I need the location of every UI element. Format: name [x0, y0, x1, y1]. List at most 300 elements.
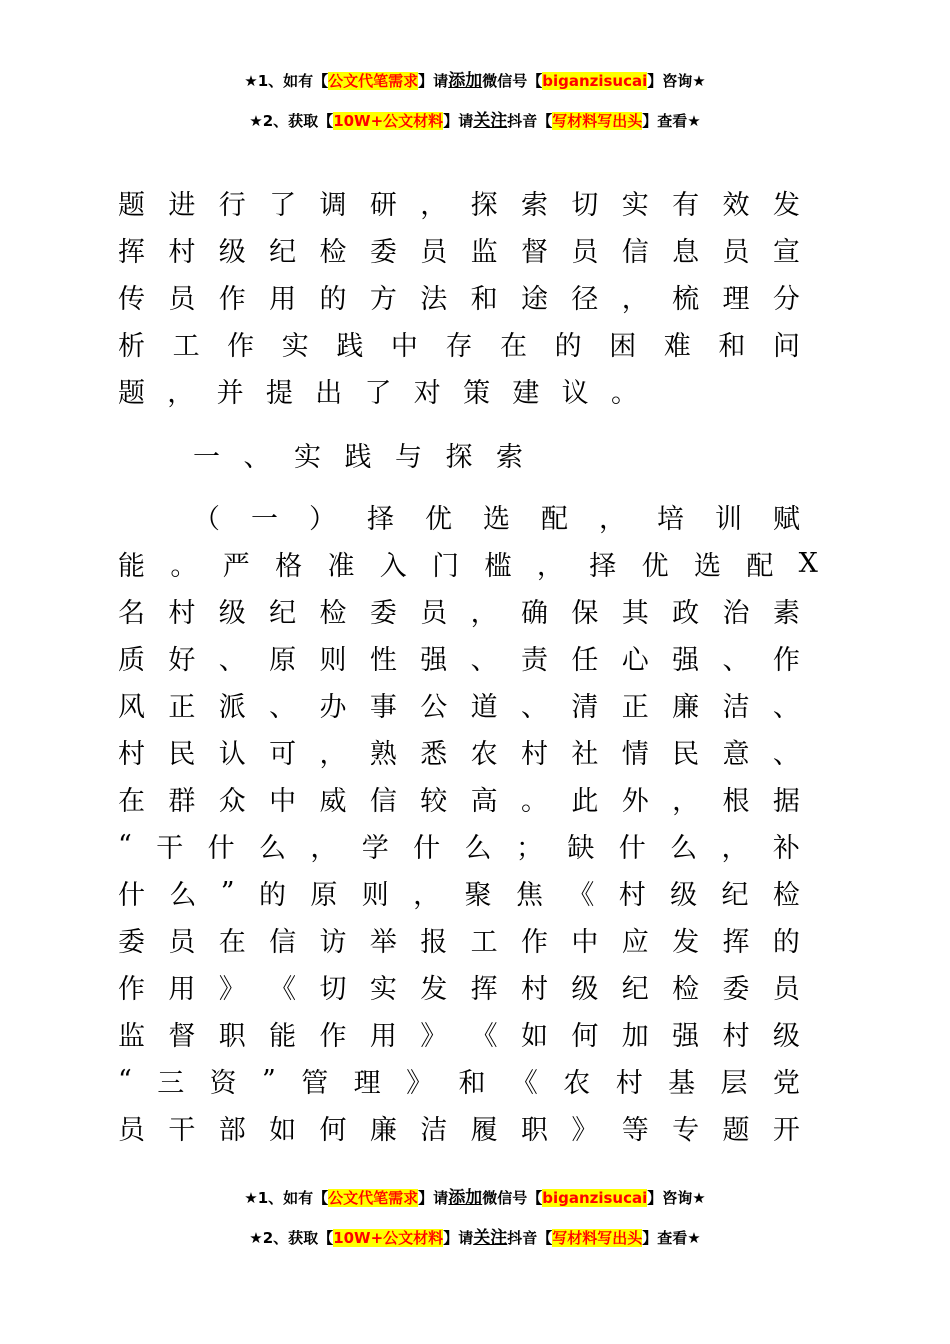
body-char: 心: [621, 645, 649, 676]
body-char: 级: [218, 598, 246, 629]
body-char: 信: [621, 237, 649, 268]
body-char: 、: [772, 692, 800, 723]
body-char: 径: [571, 284, 599, 315]
body-char: 民: [672, 739, 700, 770]
body-char: 什: [413, 833, 441, 864]
body-char: 如: [269, 1115, 297, 1146]
notice-text: 】请: [418, 72, 449, 90]
body-char: 村: [118, 739, 145, 770]
body-char: 则: [361, 880, 389, 911]
body-char: 任: [571, 645, 599, 676]
body-char: 基: [668, 1068, 696, 1099]
body-char: 廉: [672, 692, 700, 723]
body-char: 题: [722, 1115, 750, 1146]
body-char: ，: [672, 786, 700, 817]
body-char: 《: [470, 1021, 498, 1052]
body-char: 委: [369, 237, 397, 268]
body-char: 干: [156, 833, 184, 864]
body-char: 用: [269, 284, 297, 315]
body-char: 原: [269, 645, 297, 676]
body-char: 检: [772, 880, 800, 911]
body-char: 民: [168, 739, 196, 770]
body-char: 层: [720, 1068, 748, 1099]
body-char: 用: [168, 974, 196, 1005]
body-char: 检: [319, 237, 347, 268]
body-char: 严: [222, 551, 250, 582]
body-char: 索: [521, 190, 548, 221]
body-char: 员: [118, 1115, 145, 1146]
body-char: 补: [772, 833, 800, 864]
body-char: 应: [621, 927, 649, 958]
body-char: 履: [470, 1115, 498, 1146]
notice-text: ★1、如有【: [244, 72, 329, 90]
body-char: 切: [319, 974, 347, 1005]
body-char: 槛: [484, 551, 512, 582]
body-char: 选: [483, 504, 510, 535]
body-line: [118, 963, 800, 1010]
body-char: 么: [258, 833, 286, 864]
body-char: 其: [621, 598, 649, 629]
body-char: 实: [369, 974, 397, 1005]
notice-text: ★2、获取【: [249, 112, 334, 130]
body-line: [118, 728, 800, 775]
body-char: 强: [420, 645, 448, 676]
notice-text: ★2、获取【: [249, 1229, 334, 1247]
body-char: 《: [510, 1068, 538, 1099]
body-char: 实: [621, 190, 649, 221]
body-char: 存: [445, 331, 473, 362]
body-char: X: [798, 548, 818, 579]
body-char: 能: [269, 1021, 297, 1052]
body-char: 举: [369, 927, 397, 958]
highlight-text: 公文代笔需求: [328, 1189, 419, 1207]
body-char: ，: [470, 598, 498, 629]
notice-text: 】咨询★: [647, 72, 706, 90]
body-char: 和: [718, 331, 746, 362]
body-char: 村: [615, 1068, 643, 1099]
notice-text: 微信号【: [482, 72, 543, 90]
body-char: 检: [319, 598, 347, 629]
body-char: 报: [420, 927, 448, 958]
body-line: [118, 273, 800, 320]
body-char: 职: [218, 1021, 246, 1052]
body-char: 素: [772, 598, 800, 629]
body-char: 何: [571, 1021, 599, 1052]
body-char: 加: [621, 1021, 649, 1052]
body-char: 级: [670, 880, 698, 911]
body-char: 情: [621, 739, 649, 770]
body-char: 员: [168, 927, 196, 958]
body-char: 的: [554, 331, 582, 362]
body-char: ，: [413, 880, 441, 911]
body-char: 员: [772, 974, 800, 1005]
notice-text: 】请: [418, 1189, 449, 1207]
body-char: 配: [541, 504, 568, 535]
body-char: 和: [470, 284, 498, 315]
body-char: 作: [772, 645, 800, 676]
body-char: 、: [772, 739, 800, 770]
body-char: ，: [536, 551, 564, 582]
body-char: 问: [772, 331, 800, 362]
body-char: 并: [216, 378, 244, 409]
body-char: 员: [168, 284, 196, 315]
body-char: 熟: [369, 739, 397, 770]
body-char: 威: [319, 786, 347, 817]
notice-text: 】查看★: [642, 112, 701, 130]
notice-text: 】请: [443, 1229, 474, 1247]
body-char: 对: [413, 378, 441, 409]
body-char: 级: [571, 974, 599, 1005]
body-char: 探: [445, 442, 473, 473]
body-char: 三: [157, 1068, 185, 1099]
body-char: 纪: [269, 237, 297, 268]
body-char: 和: [458, 1068, 486, 1099]
body-char: 访: [319, 927, 347, 958]
body-char: ，: [167, 378, 195, 409]
body-char: 题: [118, 378, 145, 409]
body-char: 、: [722, 645, 750, 676]
body-char: 信: [369, 786, 397, 817]
body-char: 研: [369, 190, 397, 221]
body-char: 。: [521, 786, 548, 817]
body-char: 党: [772, 1068, 800, 1099]
body-char: 中: [390, 331, 418, 362]
body-char: 强: [672, 1021, 700, 1052]
body-char: 原: [310, 880, 338, 911]
body-char: 一: [193, 442, 220, 473]
header-notice-2: [0, 110, 950, 132]
body-char: 治: [722, 598, 750, 629]
body-char: 挥: [470, 974, 498, 1005]
body-char: 挥: [722, 927, 750, 958]
body-line: [118, 869, 800, 916]
body-char: 挥: [118, 237, 145, 268]
body-char: 梳: [672, 284, 700, 315]
body-char: 能: [118, 551, 145, 582]
body-char: 群: [168, 786, 196, 817]
body-char: 培: [657, 504, 684, 535]
body-char: 策: [463, 378, 491, 409]
notice-text: 微信号【: [482, 1189, 543, 1207]
body-char: ，: [420, 190, 448, 221]
body-char: 实: [281, 331, 309, 362]
body-char: 议: [561, 378, 589, 409]
body-char: 在: [118, 786, 145, 817]
body-char: 建: [512, 378, 540, 409]
body-line: [118, 916, 800, 963]
body-char: 员: [420, 237, 448, 268]
body-char: 作: [218, 284, 246, 315]
body-char: ，: [621, 284, 649, 315]
underlined-text: 添加: [448, 71, 483, 91]
body-char: 训: [715, 504, 742, 535]
notice-text: 】请: [443, 112, 474, 130]
body-char: 督: [521, 237, 548, 268]
subsection-heading: [193, 493, 800, 540]
highlight-text: 公文代笔需求: [328, 72, 419, 90]
body-char: 索: [496, 442, 523, 473]
body-char: 委: [369, 598, 397, 629]
body-char: 意: [722, 739, 750, 770]
body-char: 名: [118, 598, 145, 629]
body-char: ，: [721, 833, 749, 864]
body-line: [118, 587, 800, 634]
body-char: 难: [663, 331, 691, 362]
body-char: “: [118, 830, 132, 861]
body-char: 什: [118, 880, 145, 911]
body-char: 么: [464, 833, 492, 864]
body-char: 正: [621, 692, 649, 723]
body-char: 此: [571, 786, 599, 817]
body-char: 》: [406, 1068, 434, 1099]
body-char: 好: [168, 645, 196, 676]
body-char: 途: [521, 284, 548, 315]
body-char: 门: [432, 551, 460, 582]
body-char: 用: [369, 1021, 397, 1052]
body-char: 行: [218, 190, 246, 221]
body-char: 赋: [773, 504, 800, 535]
body-char: 、: [521, 692, 548, 723]
body-char: 级: [772, 1021, 800, 1052]
body-char: 一: [251, 504, 278, 535]
body-char: 洁: [722, 692, 750, 723]
body-char: ，: [319, 739, 347, 770]
body-char: 悉: [420, 739, 448, 770]
body-char: 干: [168, 1115, 196, 1146]
body-char: 缺: [567, 833, 595, 864]
body-char: 选: [693, 551, 721, 582]
body-line: [118, 1057, 800, 1104]
body-char: 理: [722, 284, 750, 315]
body-char: 。: [170, 551, 198, 582]
body-char: 作: [227, 331, 255, 362]
body-char: 在: [218, 927, 246, 958]
body-line: [118, 226, 800, 273]
body-char: 派: [218, 692, 246, 723]
body-char: 委: [118, 927, 145, 958]
body-char: 管: [301, 1068, 329, 1099]
body-char: 切: [571, 190, 599, 221]
body-char: 工: [172, 331, 200, 362]
highlight-text: biganzisucai: [542, 1189, 648, 1207]
body-line: [118, 367, 638, 414]
body-char: 息: [672, 237, 700, 268]
body-line: [118, 681, 800, 728]
body-char: 发: [420, 974, 448, 1005]
body-char: 什: [207, 833, 235, 864]
body-char: 督: [168, 1021, 196, 1052]
body-char: 风: [118, 692, 145, 723]
body-char: 进: [168, 190, 196, 221]
body-char: 》: [420, 1021, 448, 1052]
footer-notice-2: [0, 1227, 950, 1249]
body-char: 较: [420, 786, 448, 817]
body-char: 发: [672, 927, 700, 958]
body-char: 员: [420, 598, 448, 629]
body-char: 了: [269, 190, 297, 221]
body-line: [118, 634, 800, 681]
body-char: 《: [269, 974, 297, 1005]
body-char: 政: [672, 598, 700, 629]
body-char: 》: [571, 1115, 599, 1146]
body-char: 析: [118, 331, 145, 362]
body-char: 与: [395, 442, 422, 473]
body-char: 员: [571, 237, 599, 268]
highlight-text: 10W+公文材料: [333, 112, 444, 130]
body-char: 焦: [515, 880, 543, 911]
section-heading: [193, 431, 523, 478]
body-char: 办: [319, 692, 347, 723]
body-char: 开: [772, 1115, 800, 1146]
body-char: 员: [722, 237, 750, 268]
body-char: 中: [269, 786, 297, 817]
header-notice-1: [0, 70, 950, 92]
body-char: 部: [218, 1115, 246, 1146]
body-char: 确: [521, 598, 548, 629]
body-char: 聚: [464, 880, 492, 911]
body-line: [118, 775, 800, 822]
body-char: ”: [220, 877, 235, 908]
body-char: 道: [470, 692, 498, 723]
body-char: 村: [722, 1021, 750, 1052]
highlight-text: 写材料写出头: [552, 1229, 643, 1247]
body-char: 、: [218, 645, 246, 676]
body-char: 则: [319, 645, 347, 676]
body-char: 高: [470, 786, 498, 817]
body-char: 么: [169, 880, 197, 911]
body-char: 入: [379, 551, 407, 582]
body-char: 纪: [621, 974, 649, 1005]
body-char: 有: [672, 190, 700, 221]
body-char: 廉: [369, 1115, 397, 1146]
body-char: ；: [515, 833, 543, 864]
body-char: 择: [367, 504, 394, 535]
body-char: 村: [521, 974, 548, 1005]
body-char: 。: [610, 378, 638, 409]
body-char: 、: [243, 442, 271, 473]
body-char: 检: [672, 974, 700, 1005]
body-char: 的: [319, 284, 347, 315]
body-char: 么: [670, 833, 698, 864]
notice-text: 抖音【: [507, 1229, 553, 1247]
underlined-text: 关注: [473, 1228, 508, 1248]
body-char: 何: [319, 1115, 347, 1146]
highlight-text: 10W+公文材料: [333, 1229, 444, 1247]
body-char: 困: [609, 331, 637, 362]
body-line: [118, 320, 800, 367]
body-char: 作: [118, 974, 145, 1005]
body-char: 资: [209, 1068, 237, 1099]
body-char: 、: [269, 692, 297, 723]
underlined-text: 关注: [473, 111, 508, 131]
body-char: 村: [618, 880, 646, 911]
body-char: 学: [361, 833, 389, 864]
body-line: [118, 540, 818, 587]
body-char: 据: [772, 786, 800, 817]
body-char: 出: [315, 378, 343, 409]
body-char: 方: [369, 284, 397, 315]
body-char: 探: [470, 190, 498, 221]
body-char: 效: [722, 190, 750, 221]
body-char: 调: [319, 190, 347, 221]
body-char: 级: [218, 237, 246, 268]
highlight-text: biganzisucai: [542, 72, 648, 90]
body-char: 外: [621, 786, 649, 817]
body-char: 优: [425, 504, 452, 535]
body-char: ）: [309, 504, 336, 535]
body-line: [118, 1010, 800, 1057]
body-char: 理: [353, 1068, 381, 1099]
body-char: 村: [521, 739, 548, 770]
notice-text: ★1、如有【: [244, 1189, 329, 1207]
body-char: 保: [571, 598, 599, 629]
body-char: 认: [218, 739, 246, 770]
body-char: 农: [470, 739, 498, 770]
body-char: 强: [672, 645, 700, 676]
body-char: 准: [327, 551, 355, 582]
body-char: 根: [722, 786, 750, 817]
body-char: 什: [618, 833, 646, 864]
notice-text: 】咨询★: [647, 1189, 706, 1207]
body-char: 社: [571, 739, 599, 770]
body-char: 工: [470, 927, 498, 958]
body-char: 正: [168, 692, 196, 723]
footer-notice-1: [0, 1187, 950, 1209]
body-char: 了: [364, 378, 392, 409]
body-char: 专: [672, 1115, 700, 1146]
body-char: 《: [567, 880, 595, 911]
body-char: 作: [521, 927, 548, 958]
underlined-text: 添加: [448, 1188, 483, 1208]
body-char: 法: [420, 284, 448, 315]
body-char: “: [118, 1065, 132, 1096]
body-char: 提: [265, 378, 293, 409]
body-line: [118, 179, 800, 226]
body-char: 农: [563, 1068, 591, 1099]
body-char: 的: [772, 927, 800, 958]
body-char: ”: [262, 1065, 276, 1096]
body-char: 公: [420, 692, 448, 723]
body-char: 在: [500, 331, 528, 362]
body-char: ，: [599, 504, 626, 535]
body-char: 纪: [721, 880, 749, 911]
body-char: 委: [722, 974, 750, 1005]
body-char: 践: [344, 442, 372, 473]
body-char: 中: [571, 927, 599, 958]
body-char: 配: [746, 551, 774, 582]
body-char: 践: [336, 331, 364, 362]
body-char: （: [193, 504, 220, 535]
body-char: 作: [319, 1021, 347, 1052]
notice-text: 抖音【: [507, 112, 553, 130]
body-char: 可: [269, 739, 297, 770]
body-char: 事: [369, 692, 397, 723]
body-char: 洁: [420, 1115, 448, 1146]
body-char: 发: [772, 190, 800, 221]
body-char: 清: [571, 692, 599, 723]
body-char: 监: [470, 237, 498, 268]
body-char: 监: [118, 1021, 145, 1052]
body-char: 信: [269, 927, 297, 958]
highlight-text: 写材料写出头: [552, 112, 643, 130]
body-char: 宣: [772, 237, 800, 268]
body-char: 优: [641, 551, 669, 582]
body-char: 质: [118, 645, 145, 676]
body-char: 的: [258, 880, 286, 911]
body-char: 》: [218, 974, 246, 1005]
body-char: 职: [521, 1115, 548, 1146]
body-char: 性: [369, 645, 397, 676]
